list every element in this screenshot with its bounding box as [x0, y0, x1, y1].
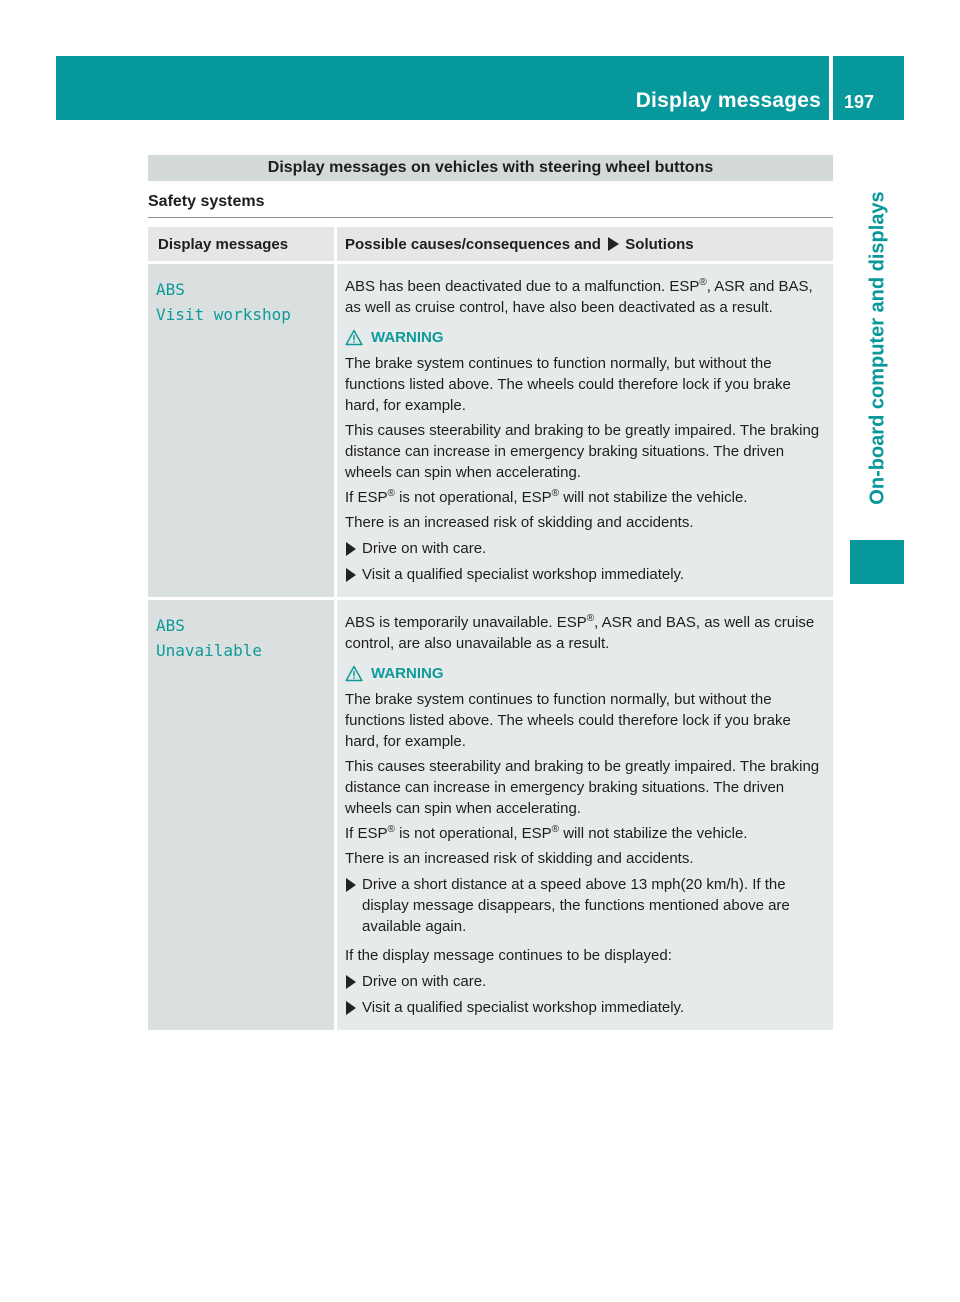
page-header-title: Display messages [635, 89, 821, 112]
step-text: Drive a short distance at a speed above 13 mph(20 km/h). If the display message disappears, the functions mentioned above are available again. [362, 876, 790, 935]
display-message-cell [148, 597, 334, 1030]
warning-heading [345, 662, 827, 684]
column-header-causes-text: Possible causes/consequences and [345, 235, 601, 253]
continue-text: If the display message continues to be displayed: [345, 947, 672, 964]
display-messages-table [148, 227, 833, 1030]
column-header-causes [334, 227, 833, 261]
column-header-solutions-text: Solutions [625, 235, 694, 253]
intro-text-part: , ASR and BAS, as well as cruise control, are also unavailable as a result. [345, 614, 815, 652]
table-header-row [148, 227, 833, 261]
step-arrow-icon [345, 538, 362, 559]
side-tab-marker [850, 540, 904, 584]
warning-label: WARNING [371, 328, 444, 346]
intro-text-part: ABS is temporarily unavailable. ESP [345, 614, 587, 631]
registered-mark: ® [387, 488, 395, 499]
intro-text-part: ABS has been deactivated due to a malfunction. ESP [345, 278, 700, 295]
step-arrow-icon [345, 971, 362, 992]
step-text: Drive on with care. [362, 540, 487, 557]
warning-text [345, 823, 827, 844]
warning-triangle-icon [345, 329, 363, 346]
step-arrow-icon [345, 564, 362, 585]
side-tab-label: On-board computer and displays [866, 191, 889, 505]
display-message-cell [148, 261, 334, 597]
display-message-line: ABS [156, 280, 185, 299]
display-message-line: Unavailable [156, 641, 262, 660]
registered-mark: ® [387, 824, 395, 835]
column-header-messages: Display messages [148, 227, 334, 261]
warning-label: WARNING [371, 664, 444, 682]
display-message-line: ABS [156, 616, 185, 635]
side-tab [866, 168, 890, 528]
subheading: Safety systems [148, 193, 265, 210]
subheading-rule [148, 217, 833, 218]
causes-solutions-cell [334, 261, 833, 597]
causes-solutions-cell [334, 597, 833, 1030]
warning-text-part: is not operational, ESP [394, 489, 552, 506]
table-row [148, 261, 833, 597]
page-number: 197 [844, 92, 875, 112]
instruction-step [345, 997, 827, 1018]
instruction-step [345, 564, 827, 585]
warning-text: There is an increased risk of skidding and accidents. [345, 850, 694, 867]
registered-mark: ® [586, 613, 595, 624]
arrow-right-icon [608, 237, 619, 251]
warning-text [345, 487, 827, 508]
section-title: Display messages on vehicles with steering wheel buttons [148, 155, 833, 181]
registered-mark: ® [551, 488, 560, 499]
warning-text-part: is not operational, ESP [394, 825, 552, 842]
registered-mark: ® [699, 277, 707, 288]
warning-text-part: If ESP [345, 825, 388, 842]
instruction-step [345, 538, 827, 559]
registered-mark: ® [551, 824, 560, 835]
warning-text: This causes steerability and braking to be greatly impaired. The braking distance can increase in emergency braking situations. The driven wheels can spin when accelerating. [345, 422, 820, 481]
table-row [148, 597, 833, 1030]
warning-heading [345, 326, 827, 348]
intro-text [345, 612, 827, 654]
intro-text [345, 276, 827, 318]
instruction-step [345, 971, 827, 992]
step-text: Visit a qualified specialist workshop immediately. [362, 566, 685, 583]
warning-text-part: If ESP [345, 489, 388, 506]
step-arrow-icon [345, 997, 362, 1018]
display-message-line: Visit workshop [156, 305, 291, 324]
warning-text: The brake system continues to function normally, but without the functions listed above. The wheels could therefore lock if you brake hard, for example. [345, 355, 791, 414]
warning-triangle-icon [345, 665, 363, 682]
header-divider [829, 56, 833, 120]
warning-text-part: will not stabilize the vehicle. [559, 489, 748, 506]
step-arrow-icon [345, 874, 362, 937]
warning-text: This causes steerability and braking to be greatly impaired. The braking distance can increase in emergency braking situations. The driven wheels can spin when accelerating. [345, 758, 820, 817]
instruction-step [345, 874, 827, 937]
step-text: Drive on with care. [362, 973, 487, 990]
step-text: Visit a qualified specialist workshop immediately. [362, 999, 685, 1016]
intro-text-part: , ASR and BAS, as well as cruise control, have also been deactivated as a result. [345, 278, 813, 316]
warning-text-part: will not stabilize the vehicle. [559, 825, 748, 842]
warning-text: The brake system continues to function normally, but without the functions listed above. The wheels could therefore lock if you brake hard, for example. [345, 691, 791, 750]
warning-text: There is an increased risk of skidding and accidents. [345, 514, 694, 531]
